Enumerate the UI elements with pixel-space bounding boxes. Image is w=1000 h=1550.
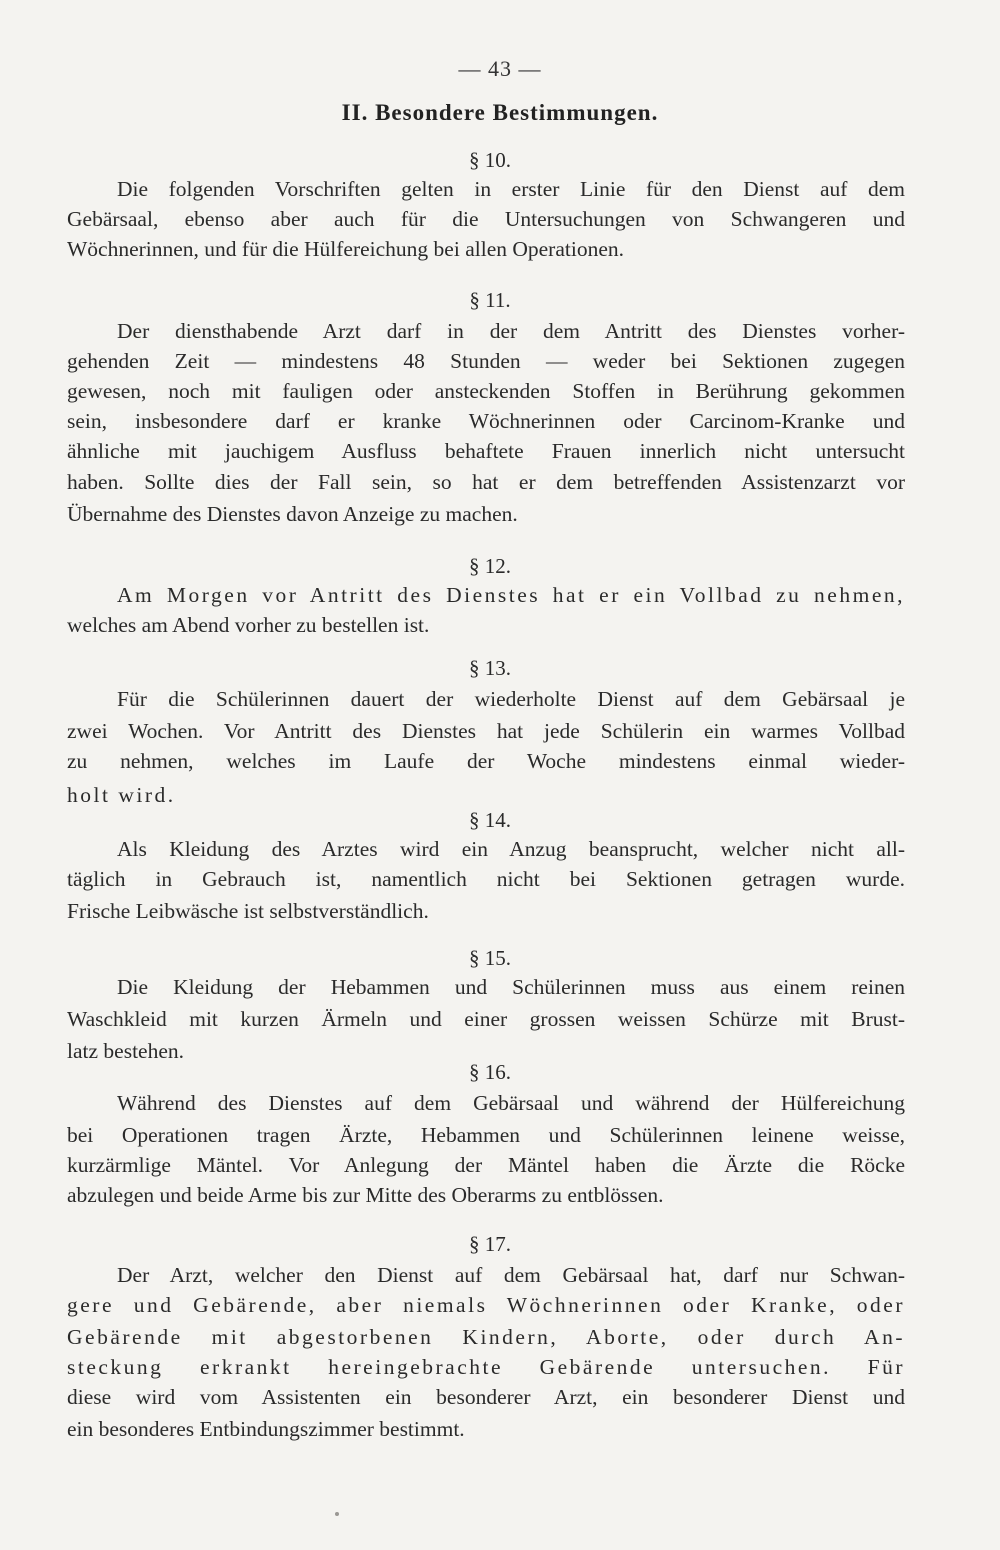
text-line: diese wird vom Assistenten ein besonderer Arzt, ein besonderer Dienst und xyxy=(67,1385,905,1409)
text-line: gewesen, noch mit fauligen oder ansteckenden Stoffen in Berührung gekommen xyxy=(67,379,905,403)
text-line: Gebärsaal, ebenso aber auch für die Untersuchungen von Schwangeren und xyxy=(67,207,905,231)
text-line: kurzärmlige Mäntel. Vor Anlegung der Mäntel haben die Ärzte die Röcke xyxy=(67,1153,905,1177)
text-line: latz bestehen. xyxy=(67,1039,185,1063)
text-line: Wöchnerinnen, und für die Hülfereichung bei allen Operationen. xyxy=(67,237,624,261)
text-line: Der diensthabende Arzt darf in der dem Antritt des Dienstes vorher- xyxy=(117,319,905,343)
text-line: Gebärende mit abgestorbenen Kindern, Aborte, oder durch An- xyxy=(67,1325,905,1349)
paper-speck xyxy=(335,1512,339,1516)
text-line: abzulegen und beide Arme bis zur Mitte des Oberarms zu entblössen. xyxy=(67,1183,664,1207)
text-line: Für die Schülerinnen dauert der wiederholte Dienst auf dem Gebärsaal je xyxy=(117,687,905,711)
section-heading: II. Besondere Bestimmungen. xyxy=(341,100,659,125)
text-line: sein, insbesondere darf er kranke Wöchnerinnen oder Carcinom-Kranke und xyxy=(67,409,905,433)
paragraph-mark-16: § 16. xyxy=(469,1060,511,1084)
text-line: Am Morgen vor Antritt des Dienstes hat er ein Vollbad zu nehmen, xyxy=(117,583,905,607)
text-line: zu nehmen, welches im Laufe der Woche mindestens einmal wieder- xyxy=(67,749,905,773)
paragraph-mark-12: § 12. xyxy=(469,554,511,578)
text-line: Die Kleidung der Hebammen und Schülerinnen muss aus einem reinen xyxy=(117,975,905,999)
text-line: haben. Sollte dies der Fall sein, so hat er dem betreffenden Assistenzarzt vor xyxy=(67,470,905,494)
text-line: gere und Gebärende, aber niemals Wöchnerinnen oder Kranke, oder xyxy=(67,1293,905,1317)
text-line: holt wird. xyxy=(67,783,176,807)
paragraph-mark-15: § 15. xyxy=(469,946,511,970)
paragraph-mark-14: § 14. xyxy=(469,808,511,832)
text-line: Frische Leibwäsche ist selbstverständlich. xyxy=(67,899,429,923)
text-line: Waschkleid mit kurzen Ärmeln und einer grossen weissen Schürze mit Brust- xyxy=(67,1007,905,1031)
text-line: welches am Abend vorher zu bestellen ist. xyxy=(67,613,430,637)
text-line: gehenden Zeit — mindestens 48 Stunden — weder bei Sektionen zugegen xyxy=(67,349,905,373)
text-line: Während des Dienstes auf dem Gebärsaal und während der Hülfereichung xyxy=(117,1091,905,1115)
paragraph-mark-17: § 17. xyxy=(469,1232,511,1256)
text-line: ein besonderes Entbindungszimmer bestimmt. xyxy=(67,1417,465,1441)
page-number: — 43 — xyxy=(458,56,542,81)
text-line: steckung erkrankt hereingebrachte Gebärende untersuchen. Für xyxy=(67,1355,905,1379)
text-line: ähnliche mit jauchigem Ausfluss behaftete Frauen innerlich nicht untersucht xyxy=(67,439,905,463)
paragraph-mark-13: § 13. xyxy=(469,656,511,680)
paragraph-mark-10: § 10. xyxy=(469,148,511,172)
text-line: Der Arzt, welcher den Dienst auf dem Gebärsaal hat, darf nur Schwan- xyxy=(117,1263,905,1287)
text-line: Die folgenden Vorschriften gelten in erster Linie für den Dienst auf dem xyxy=(117,177,905,201)
text-line: täglich in Gebrauch ist, namentlich nicht bei Sektionen getragen wurde. xyxy=(67,867,905,891)
text-line: bei Operationen tragen Ärzte, Hebammen und Schülerinnen leinene weisse, xyxy=(67,1123,905,1147)
text-line: Übernahme des Dienstes davon Anzeige zu machen. xyxy=(67,502,518,526)
paragraph-mark-11: § 11. xyxy=(469,288,511,312)
text-line: Als Kleidung des Arztes wird ein Anzug beansprucht, welcher nicht all- xyxy=(117,837,905,861)
text-line: zwei Wochen. Vor Antritt des Dienstes hat jede Schülerin ein warmes Vollbad xyxy=(67,719,905,743)
